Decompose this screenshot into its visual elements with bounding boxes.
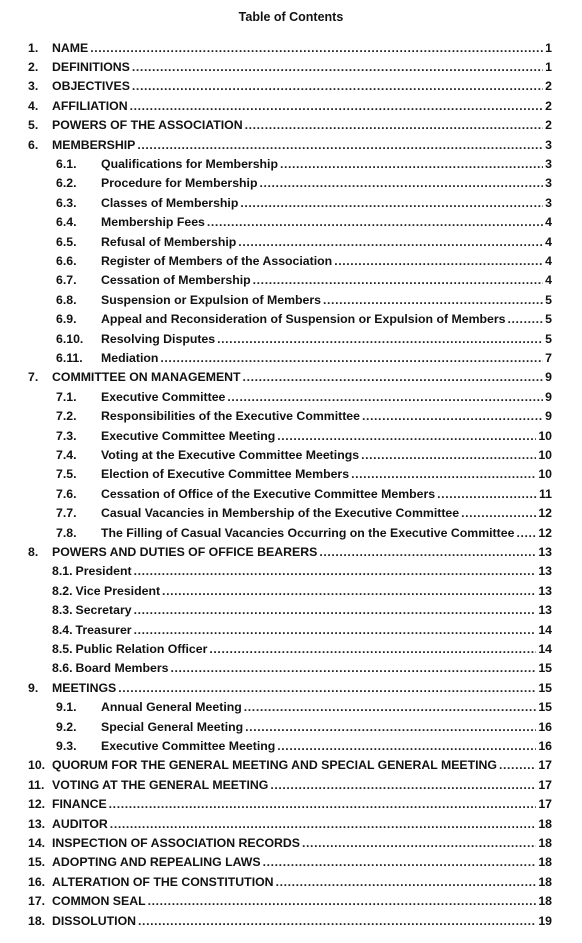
toc-entry-page: 14 <box>538 622 552 637</box>
toc-leader-dots <box>217 332 543 346</box>
toc-entry-title: DEFINITIONS <box>52 60 130 75</box>
toc-entry[interactable] <box>52 601 552 620</box>
toc-entry-number: 15. <box>28 855 46 870</box>
toc-entry[interactable] <box>56 698 552 717</box>
toc-entry[interactable] <box>28 872 552 891</box>
toc-entry-title: Appeal and Reconsideration of Suspension or Expulsion of Members <box>101 312 506 327</box>
toc-entry-page: 15 <box>538 700 552 715</box>
toc-entry-title: Qualifications for Membership <box>101 157 278 172</box>
toc-entry-number: 7.1. <box>56 389 77 404</box>
toc-entry-page: 5 <box>545 312 552 327</box>
toc-entry[interactable] <box>52 620 552 639</box>
toc-entry-page: 3 <box>545 176 552 191</box>
toc-entry[interactable] <box>28 542 552 561</box>
toc-entry-title: Cessation of Membership <box>101 273 251 288</box>
toc-entry-page: 13 <box>538 583 552 598</box>
toc-entry[interactable] <box>52 562 552 581</box>
toc-entry-title: Executive Committee Meeting <box>101 428 276 443</box>
toc-entry-title: Election of Executive Committee Members <box>101 467 350 482</box>
toc-entry-page: 18 <box>538 894 552 909</box>
toc-entry-number: 6.4. <box>56 215 77 230</box>
toc-entry-number: 6.5. <box>56 234 77 249</box>
toc-entry[interactable] <box>28 57 552 76</box>
toc-entry[interactable] <box>56 251 552 270</box>
toc-entry[interactable] <box>28 814 552 833</box>
toc-entry[interactable] <box>56 232 552 251</box>
toc-leader-dots <box>90 41 543 55</box>
toc-entry-number: 12. <box>28 797 46 812</box>
toc-entry-page: 1 <box>545 60 552 75</box>
toc-entry-page: 18 <box>538 816 552 831</box>
toc-entry-number: 7.6. <box>56 486 77 501</box>
toc-entry-page: 18 <box>538 855 552 870</box>
toc-leader-dots <box>263 855 537 869</box>
toc-entry[interactable] <box>56 213 552 232</box>
toc-leader-dots <box>137 138 543 152</box>
toc-entry-number: 2. <box>28 60 39 75</box>
toc-entry-title: Procedure for Membership <box>101 176 258 191</box>
toc-leader-dots <box>437 487 537 501</box>
toc-entry-title: Resolving Disputes <box>101 331 216 346</box>
toc-leader-dots <box>280 157 543 171</box>
toc-leader-dots <box>238 235 543 249</box>
toc-entry-number: 7.3. <box>56 428 77 443</box>
toc-leader-dots <box>134 564 537 578</box>
toc-entry-title: Membership Fees <box>101 215 205 230</box>
toc-entry-page: 13 <box>538 564 552 579</box>
toc-entry-title: VOTING AT THE GENERAL MEETING <box>52 777 269 792</box>
toc-entry[interactable] <box>28 833 552 852</box>
toc-entry-number: 7. <box>28 370 39 385</box>
toc-entry-title: Refusal of Membership <box>101 234 237 249</box>
toc-leader-dots <box>461 506 536 520</box>
toc-entry[interactable] <box>56 426 552 445</box>
toc-entry[interactable] <box>52 639 552 658</box>
toc-entry-title: MEMBERSHIP <box>52 137 136 152</box>
toc-entry-title: POWERS OF THE ASSOCIATION <box>52 118 243 133</box>
toc-entry-number: 7.7. <box>56 506 77 521</box>
toc-entry-title: Public Relation Officer <box>75 642 208 657</box>
toc-entry-title: AUDITOR <box>52 816 108 831</box>
toc-entry[interactable] <box>28 853 552 872</box>
toc-entry-number: 8.3. <box>52 603 73 618</box>
toc-leader-dots <box>245 720 536 734</box>
toc-leader-dots <box>138 914 536 928</box>
toc-entry-page: 15 <box>538 661 552 676</box>
toc-entry-title: Register of Members of the Association <box>101 254 333 269</box>
toc-entry-page: 13 <box>538 545 552 560</box>
toc-entry-page: 16 <box>538 739 552 754</box>
toc-entry-number: 6.10. <box>56 331 84 346</box>
toc-entry-title: QUORUM FOR THE GENERAL MEETING AND SPECIAL GENERAL MEETING <box>52 758 497 773</box>
toc-entry-title: Responsibilities of the Executive Committee <box>101 409 360 424</box>
toc-entry-number: 8.5. <box>52 642 73 657</box>
toc-entry-number: 7.2. <box>56 409 77 424</box>
toc-entry-title: Cessation of Office of the Executive Committee Members <box>101 486 436 501</box>
toc-leader-dots <box>134 603 537 617</box>
toc-entry-title: Executive Committee <box>101 389 226 404</box>
toc-entry-page: 3 <box>545 137 552 152</box>
toc-entry-page: 5 <box>545 331 552 346</box>
toc-entry-page: 17 <box>538 797 552 812</box>
toc-entry-title: The Filling of Casual Vacancies Occurring on the Executive Committee <box>101 525 515 540</box>
toc-entry-number: 10. <box>28 758 46 773</box>
toc-leader-dots <box>110 817 537 831</box>
toc-entry-title: AFFILIATION <box>52 98 128 113</box>
toc-entry[interactable] <box>28 96 552 115</box>
toc-leader-dots <box>132 79 543 93</box>
toc-entry[interactable] <box>28 892 552 911</box>
toc-entry-title: President <box>75 564 132 579</box>
toc-leader-dots <box>134 623 537 637</box>
toc-leader-dots <box>209 642 536 656</box>
toc-entry-title: Suspension or Expulsion of Members <box>101 292 322 307</box>
toc-entry-number: 6.6. <box>56 254 77 269</box>
toc-entry-page: 17 <box>538 758 552 773</box>
toc-leader-dots <box>109 797 537 811</box>
toc-entry-page: 15 <box>538 680 552 695</box>
toc-leader-dots <box>227 390 543 404</box>
toc-entry-title: Special General Meeting <box>101 719 244 734</box>
toc-leader-dots <box>499 758 536 772</box>
toc-entry-number: 6.1. <box>56 157 77 172</box>
toc-leader-dots <box>270 778 536 792</box>
toc-entry[interactable] <box>28 756 552 775</box>
toc-entry[interactable] <box>56 736 552 755</box>
toc-leader-dots <box>130 99 544 113</box>
toc-entry-title: Executive Committee Meeting <box>101 739 276 754</box>
toc-entry-title: COMMON SEAL <box>52 894 146 909</box>
toc-entry-page: 12 <box>538 506 552 521</box>
toc-entry-title: ADOPTING AND REPEALING LAWS <box>52 855 261 870</box>
toc-entry-title: ALTERATION OF THE CONSTITUTION <box>52 874 274 889</box>
toc-entry[interactable] <box>28 77 552 96</box>
toc-entry[interactable] <box>52 581 552 600</box>
toc-leader-dots <box>302 836 536 850</box>
toc-leader-dots <box>207 215 543 229</box>
toc-entry-page: 10 <box>538 467 552 482</box>
toc-entry-page: 2 <box>545 118 552 133</box>
toc-entry-number: 6.9. <box>56 312 77 327</box>
toc-entry-title: DISSOLUTION <box>52 913 137 928</box>
toc-entry-number: 7.5. <box>56 467 77 482</box>
toc-entry-title: INSPECTION OF ASSOCIATION RECORDS <box>52 836 301 851</box>
toc-entry-number: 18. <box>28 913 46 928</box>
toc-entry[interactable] <box>56 484 552 503</box>
toc-leader-dots <box>118 681 536 695</box>
toc-entry[interactable] <box>56 290 552 309</box>
toc-leader-dots <box>277 429 536 443</box>
toc-entry-title: POWERS AND DUTIES OF OFFICE BEARERS <box>52 545 318 560</box>
toc-entry[interactable] <box>56 193 552 212</box>
toc-entry-page: 3 <box>545 195 552 210</box>
toc-entry[interactable] <box>56 504 552 523</box>
toc-entry-number: 8. <box>28 545 39 560</box>
toc-entry[interactable] <box>56 717 552 736</box>
toc-entry-title: COMMITTEE ON MANAGEMENT <box>52 370 241 385</box>
toc-entry-number: 3. <box>28 79 39 94</box>
toc-entry-number: 4. <box>28 98 39 113</box>
toc-entry-title: Casual Vacancies in Membership of the Executive Committee <box>101 506 460 521</box>
toc-entry-page: 3 <box>545 157 552 172</box>
toc-entry[interactable] <box>28 368 552 387</box>
toc-entry-number: 6.7. <box>56 273 77 288</box>
toc-title: Table of Contents <box>238 10 344 24</box>
toc-entry-page: 2 <box>545 79 552 94</box>
toc-leader-dots <box>334 254 543 268</box>
toc-entry[interactable] <box>56 407 552 426</box>
toc-entry-page: 18 <box>538 836 552 851</box>
toc-entry[interactable] <box>52 659 552 678</box>
toc-entry-page: 4 <box>545 215 552 230</box>
toc-entry-number: 16. <box>28 874 46 889</box>
toc-leader-dots <box>160 351 543 365</box>
toc-entry-page: 17 <box>538 777 552 792</box>
toc-entry-page: 9 <box>545 409 552 424</box>
toc-entry-number: 9.2. <box>56 719 77 734</box>
toc-entry[interactable] <box>28 135 552 154</box>
toc-entry-title: NAME <box>52 40 89 55</box>
toc-entry-page: 14 <box>538 642 552 657</box>
toc-leader-dots <box>170 661 536 675</box>
toc-entry[interactable] <box>28 775 552 794</box>
toc-entry-title: Vice President <box>75 583 161 598</box>
toc-entry-page: 4 <box>545 234 552 249</box>
toc-entry-number: 9. <box>28 680 39 695</box>
toc-leader-dots <box>319 545 536 559</box>
toc-leader-dots <box>243 370 544 384</box>
toc-leader-dots <box>361 448 536 462</box>
toc-leader-dots <box>162 584 536 598</box>
toc-entry-page: 16 <box>538 719 552 734</box>
toc-entry-number: 6.11. <box>56 351 83 366</box>
toc-entry[interactable] <box>28 911 552 930</box>
toc-entry[interactable] <box>56 465 552 484</box>
toc-entry-title: Classes of Membership <box>101 195 239 210</box>
toc-entry-page: 13 <box>538 603 552 618</box>
toc-leader-dots <box>259 176 543 190</box>
toc-entry-number: 7.8. <box>56 525 77 540</box>
toc-leader-dots <box>516 526 536 540</box>
toc-entry-number: 6. <box>28 137 39 152</box>
toc-entry-title: Board Members <box>75 661 169 676</box>
toc-entry[interactable] <box>56 154 552 173</box>
toc-entry[interactable] <box>28 116 552 135</box>
toc-leader-dots <box>148 894 537 908</box>
toc-entry-page: 10 <box>538 448 552 463</box>
toc-entry-title: OBJECTIVES <box>52 79 130 94</box>
toc-entry-title: Mediation <box>101 351 159 366</box>
toc-entry[interactable] <box>56 523 552 542</box>
toc-entry-title: FINANCE <box>52 797 107 812</box>
toc-entry-number: 7.4. <box>56 448 77 463</box>
toc-entry-number: 6.2. <box>56 176 77 191</box>
toc-entry-page: 1 <box>545 40 552 55</box>
toc-entry-number: 9.1. <box>56 700 77 715</box>
toc-entry[interactable] <box>56 329 552 348</box>
toc-leader-dots <box>132 60 543 74</box>
toc-entry[interactable] <box>56 271 552 290</box>
toc-entry[interactable] <box>56 310 552 329</box>
toc-entry-page: 4 <box>545 254 552 269</box>
toc-entry-number: 6.8. <box>56 292 77 307</box>
toc-entry-page: 7 <box>545 351 552 366</box>
toc-leader-dots <box>362 409 543 423</box>
toc-leader-dots <box>508 312 544 326</box>
toc-leader-dots <box>245 118 544 132</box>
toc-entry-number: 9.3. <box>56 739 77 754</box>
toc-entry[interactable] <box>56 174 552 193</box>
toc-entry-number: 5. <box>28 118 39 133</box>
toc-entry-title: MEETINGS <box>52 680 117 695</box>
toc-entry-page: 19 <box>538 913 552 928</box>
toc-leader-dots <box>240 196 543 210</box>
toc-entry-page: 2 <box>545 98 552 113</box>
toc-entry[interactable] <box>28 795 552 814</box>
toc-entry-number: 17. <box>28 894 46 909</box>
toc-leader-dots <box>276 875 537 889</box>
toc-entry-title: Secretary <box>75 603 132 618</box>
toc-entry-number: 6.3. <box>56 195 77 210</box>
toc-leader-dots <box>244 700 537 714</box>
toc-leader-dots <box>277 739 536 753</box>
toc-entry-number: 1. <box>28 40 39 55</box>
toc-entry[interactable] <box>56 445 552 464</box>
toc-entry-number: 14. <box>28 836 46 851</box>
toc-entry[interactable] <box>28 678 552 697</box>
toc-entry-page: 9 <box>545 389 552 404</box>
toc-entry-title: Treasurer <box>75 622 132 637</box>
toc-entry[interactable] <box>56 387 552 406</box>
toc-leader-dots <box>351 467 536 481</box>
toc-entry-page: 10 <box>538 428 552 443</box>
toc-entry-number: 8.2. <box>52 583 73 598</box>
toc-entry-title: Voting at the Executive Committee Meetings <box>101 448 360 463</box>
toc-entry-page: 18 <box>538 874 552 889</box>
toc-entry-page: 11 <box>539 486 552 501</box>
toc-entry-number: 11. <box>28 777 45 792</box>
toc-entry[interactable] <box>28 38 552 57</box>
toc-entry-title: Annual General Meeting <box>101 700 242 715</box>
toc-entry-number: 8.1. <box>52 564 73 579</box>
toc-leader-dots <box>253 273 544 287</box>
toc-entry[interactable] <box>56 348 552 367</box>
toc-entry-number: 8.4. <box>52 622 73 637</box>
toc-entry-page: 12 <box>538 525 552 540</box>
toc-entry-number: 13. <box>28 816 46 831</box>
toc-leader-dots <box>323 293 543 307</box>
toc-entry-page: 9 <box>545 370 552 385</box>
toc-entry-page: 5 <box>545 292 552 307</box>
toc-entry-number: 8.6. <box>52 661 73 676</box>
toc-entry-page: 4 <box>545 273 552 288</box>
